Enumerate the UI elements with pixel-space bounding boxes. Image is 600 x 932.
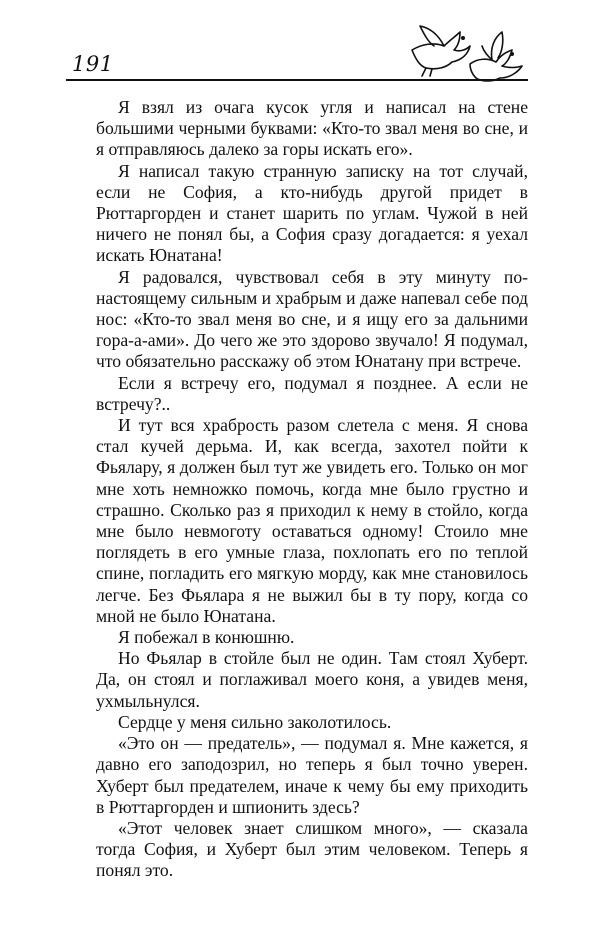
paragraph: Я радовался, чувствовал себя в эту минуту по-настоящему сильным и храбрым и даже напевал себе под нос: «Кто-то звал меня во сне, и я ищу его за дальними гора-а-ами». До чего же это здорово звучало! Я подумал, что обязательно расскажу об этом Юнатану при встрече. (96, 266, 528, 372)
paragraph: Если я встречу его, подумал я позднее. А если не встречу?.. (96, 372, 528, 414)
paragraph: Я взял из очага кусок угля и написал на стене большими черными буквами: «Кто-то звал меня во сне, и я отправляюсь далеко за горы искать его». (96, 97, 528, 160)
paragraph: Сердце у меня сильно заколотилось. (118, 711, 392, 732)
text-body (96, 97, 528, 882)
paragraph: Я побежал в конюшню. (118, 627, 295, 648)
paragraph: Я написал такую странную записку на тот случай, если не София, а кто-нибудь другой придет в Рюттаргорден и станет шарить по углам. Чужой в ней ничего не понял бы, а София сразу догадается: я уехал искать Юнатана! (96, 160, 528, 266)
paragraph: И тут вся храбрость разом слетела с меня. Я снова стал кучей дерьма. И, как всегда, захотел пойти к Фьялару, я должен был тут же увидеть его. Только он мог мне хоть немножко помочь, когда мне было грустно и страшно. Сколько раз я приходил к нему в стойло, когда мне было невмоготу оставаться одному! Стоило мне поглядеть в его умные глаза, похлопать его по теплой спине, погладить его мягкую морду, как мне становилось легче. Без Фьялара я не выжил бы в ту пору, когда со мной не было Юнатана. (96, 415, 528, 626)
header-rule (66, 79, 528, 81)
paragraph: «Этот человек знает слишком много», — сказала тогда София, и Хуберт был этим человеком. Теперь я понял это. (96, 817, 528, 881)
page-number: 191 (72, 52, 114, 76)
paragraph: Но Фьялар в стойле был не один. Там стоял Хуберт. Да, он стоял и поглаживал моего коня, а увидев меня, ухмыльнулся. (96, 648, 528, 711)
paragraph: «Это он — предатель», — подумал я. Мне кажется, я давно его заподозрил, но теперь я был точно уверен. Хуберт был предателем, иначе к чему бы ему приходить в Рюттаргорден и шпионить здесь? (96, 733, 528, 817)
doves-ornament-icon (408, 24, 526, 84)
